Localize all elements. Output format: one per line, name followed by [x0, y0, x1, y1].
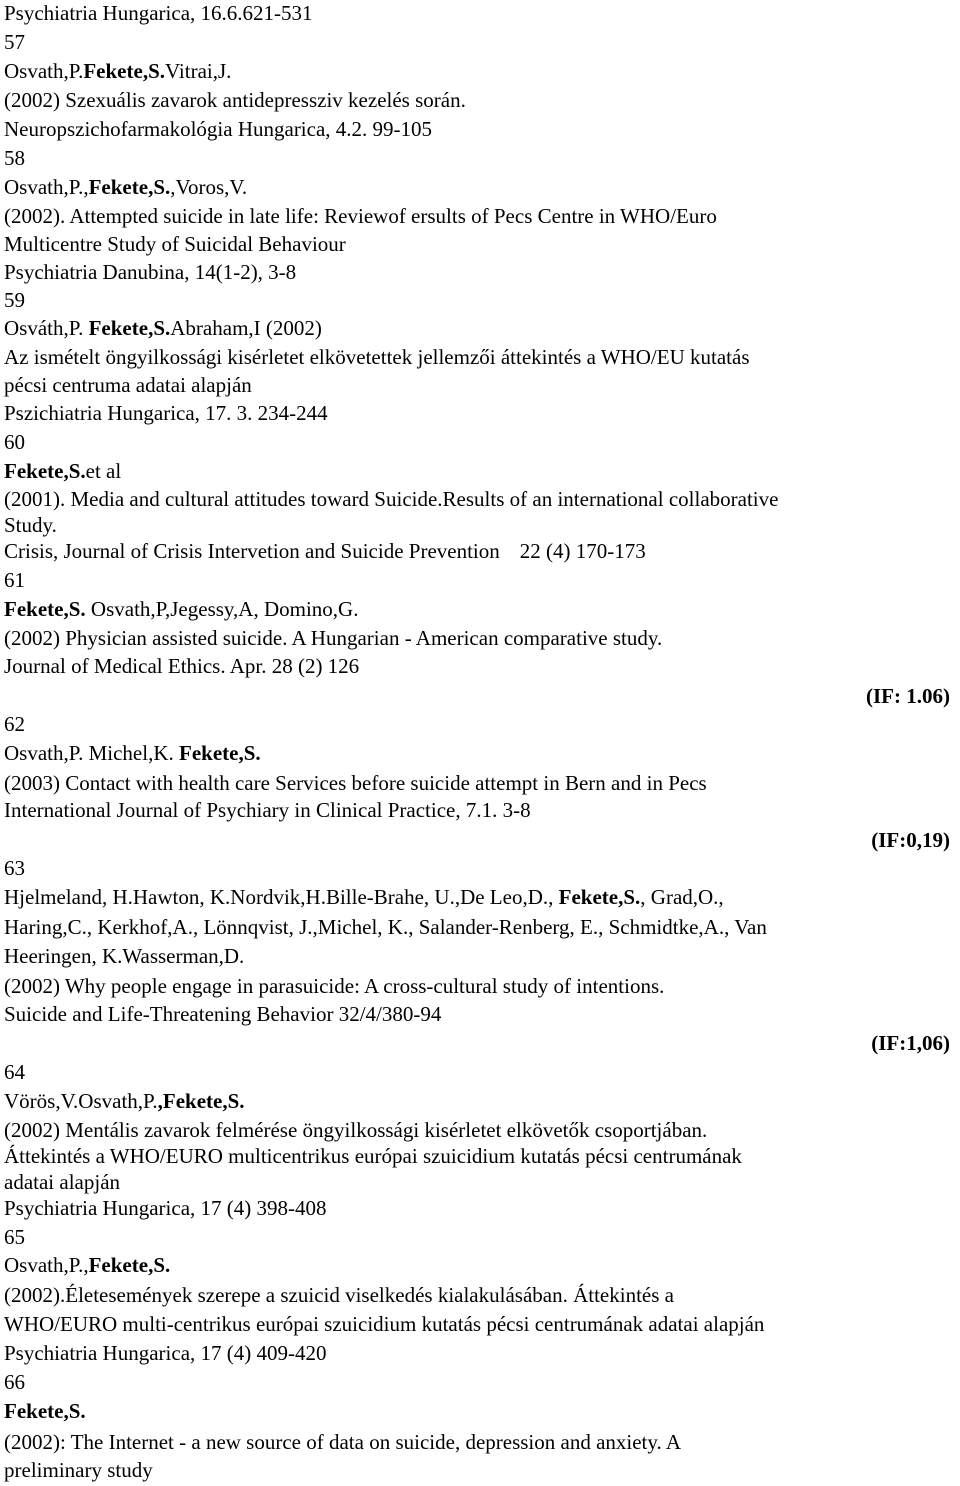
reference-title-continued	[4, 1311, 764, 1337]
reference-authors	[4, 58, 231, 84]
author-text: Osvath,P.,	[4, 1253, 89, 1277]
reference-number	[4, 287, 25, 313]
highlighted-author: Fekete,S.	[88, 316, 171, 340]
title-text: (2002): The Internet - a new source of data on suicide, depression and anxiety. A	[4, 1430, 682, 1454]
title-text: adatai alapján	[4, 1170, 121, 1194]
author-text: Haring,C., Kerkhof,A., Lönnqvist, J.,Michel, K., Salander-Renberg, E., Schmidtke,A., Van	[4, 915, 767, 939]
reference-number	[4, 1059, 25, 1085]
author-text: Heeringen, K.Wasserman,D.	[4, 944, 245, 968]
number-text: 64	[4, 1060, 25, 1084]
number-text: 60	[4, 430, 25, 454]
reference-source	[4, 116, 432, 142]
reference-title-continued	[4, 372, 252, 398]
reference-authors	[4, 740, 261, 766]
reference-title	[4, 625, 662, 651]
number-text: 57	[4, 30, 25, 54]
previous-reference-source	[4, 0, 313, 26]
number-text: 66	[4, 1370, 25, 1394]
reference-number	[4, 145, 25, 171]
pages-text: 22 (4) 170-173	[519, 539, 646, 563]
highlighted-author: ,Fekete,S.	[157, 1089, 245, 1113]
title-text: Study.	[4, 513, 57, 537]
reference-title	[4, 770, 707, 796]
reference-authors-continued	[4, 914, 767, 940]
source-text: Psychiatria Hungarica, 17 (4) 398-408	[4, 1196, 327, 1220]
reference-title	[4, 1117, 707, 1143]
reference-authors	[4, 884, 724, 910]
reference-source	[4, 259, 296, 285]
title-text: (2002) Szexuális zavarok antidepressziv kezelés során.	[4, 88, 466, 112]
reference-number	[4, 1224, 25, 1250]
highlighted-author: Fekete,S.	[179, 741, 261, 765]
title-text: (2001). Media and cultural attitudes toward Suicide.Results of an international collaborative	[4, 487, 779, 511]
reference-title	[4, 486, 778, 512]
reference-authors	[4, 174, 247, 200]
title-text: preliminary study	[4, 1458, 153, 1482]
reference-authors	[4, 1252, 170, 1278]
author-text: Osvath,P,Jegessy,A, Domino,G.	[85, 597, 359, 621]
reference-title-continued	[4, 1457, 153, 1483]
reference-source	[4, 653, 359, 679]
number-text: 65	[4, 1225, 25, 1249]
reference-source	[4, 797, 531, 823]
title-text: (2002) Why people engage in parasuicide: A cross-cultural study of intentions.	[4, 974, 665, 998]
reference-authors	[4, 1088, 245, 1114]
reference-title	[4, 87, 466, 113]
title-text: (2002) Physician assisted suicide. A Hungarian - American comparative study.	[4, 626, 663, 650]
title-text: pécsi centruma adatai alapján	[4, 373, 252, 397]
source-text: Psychiatria Hungarica, 16.6.621-531	[4, 1, 313, 25]
number-text: 59	[4, 288, 25, 312]
source-text: International Journal of Psychiary in Clinical Practice, 7.1. 3-8	[4, 798, 531, 822]
title-text: (2003) Contact with health care Services before suicide attempt in Bern and in Pecs	[4, 771, 707, 795]
reference-number	[4, 1369, 25, 1395]
author-text: Osvath,P. Michel,K.	[4, 741, 179, 765]
source-text: Journal of Medical Ethics. Apr. 28 (2) 126	[4, 654, 360, 678]
source-text: Pszichiatria Hungarica, 17. 3. 234-244	[4, 401, 328, 425]
reference-title	[4, 1282, 674, 1308]
author-text: Vörös,V.Osvath,P.	[4, 1089, 158, 1113]
title-text: Az ismételt öngyilkossági kisérletet elkövetettek jellemzői áttekintés a WHO/EU kutatás	[4, 345, 750, 369]
reference-authors	[4, 1398, 86, 1424]
impact-text: (IF:1,06)	[871, 1031, 950, 1055]
number-text: 61	[4, 568, 25, 592]
title-text: Áttekintés a WHO/EURO multicentrikus európai szuicidium kutatás pécsi centrumának	[4, 1144, 742, 1168]
number-text: 62	[4, 712, 25, 736]
author-text: Osvath,P.	[4, 59, 84, 83]
highlighted-author: Fekete,S.	[88, 175, 171, 199]
title-text: (2002). Attempted suicide in late life: Reviewof ersults of Pecs Centre in WHO/Euro	[4, 204, 717, 228]
reference-source	[4, 1001, 441, 1027]
source-text: Crisis, Journal of Crisis Intervetion and Suicide Prevention	[4, 539, 500, 563]
reference-title-continued	[4, 1143, 742, 1169]
impact-factor	[871, 1030, 950, 1056]
author-text: Hjelmeland, H.Hawton, K.Nordvik,H.Bille-Brahe, U.,De Leo,D.,	[4, 885, 559, 909]
reference-title	[4, 344, 750, 370]
reference-source	[4, 400, 328, 426]
author-text: Abraham,I (2002)	[170, 316, 322, 340]
source-text: Neuropszichofarmakológia Hungarica, 4.2. 99-105	[4, 117, 433, 141]
highlighted-author: Fekete,S.	[88, 1253, 171, 1277]
reference-source	[4, 1340, 327, 1366]
highlighted-author: Fekete,S.	[558, 885, 641, 909]
title-text: (2002).Életesemények szerepe a szuicid viselkedés kialakulásában. Áttekintés a	[4, 1283, 674, 1307]
highlighted-author: Fekete,S.	[83, 59, 166, 83]
reference-number	[4, 711, 25, 737]
reference-title-continued	[4, 231, 346, 257]
number-text: 63	[4, 856, 25, 880]
reference-source	[4, 1195, 327, 1221]
reference-title	[4, 203, 717, 229]
reference-number	[4, 29, 25, 55]
reference-title	[4, 973, 664, 999]
title-text: Multicentre Study of Suicidal Behaviour	[4, 232, 346, 256]
impact-text: (IF:0,19)	[871, 828, 950, 852]
reference-title-continued	[4, 512, 57, 538]
highlighted-author: Fekete,S.	[4, 1399, 86, 1423]
author-text: et al	[85, 459, 122, 483]
number-text: 58	[4, 146, 25, 170]
author-text: Vitrai,J.	[165, 59, 232, 83]
reference-source	[4, 538, 646, 564]
impact-factor	[866, 683, 950, 709]
author-text: ,Voros,V.	[170, 175, 248, 199]
reference-authors	[4, 458, 121, 484]
source-text: Psychiatria Hungarica, 17 (4) 409-420	[4, 1341, 327, 1365]
reference-authors	[4, 315, 322, 341]
highlighted-author: Fekete,S.	[4, 597, 86, 621]
title-text: (2002) Mentális zavarok felmérése öngyilkossági kisérletet elkövetők csoportjában.	[4, 1118, 708, 1142]
highlighted-author: Fekete,S.	[4, 459, 86, 483]
reference-title	[4, 1429, 681, 1455]
reference-authors	[4, 596, 358, 622]
reference-title-continued	[4, 1169, 120, 1195]
reference-number	[4, 567, 25, 593]
source-text: Suicide and Life-Threatening Behavior 32/4/380-94	[4, 1002, 442, 1026]
title-text: WHO/EURO multi-centrikus európai szuicidium kutatás pécsi centrumának adatai alapján	[4, 1312, 765, 1336]
impact-text: (IF: 1.06)	[866, 684, 950, 708]
impact-factor	[871, 827, 950, 853]
author-text: Osvath,P.,	[4, 175, 89, 199]
source-text: Psychiatria Danubina, 14(1-2), 3-8	[4, 260, 297, 284]
reference-number	[4, 855, 25, 881]
author-text: Osváth,P.	[4, 316, 89, 340]
reference-authors-continued	[4, 943, 244, 969]
reference-number	[4, 429, 25, 455]
author-text: , Grad,O.,	[640, 885, 724, 909]
